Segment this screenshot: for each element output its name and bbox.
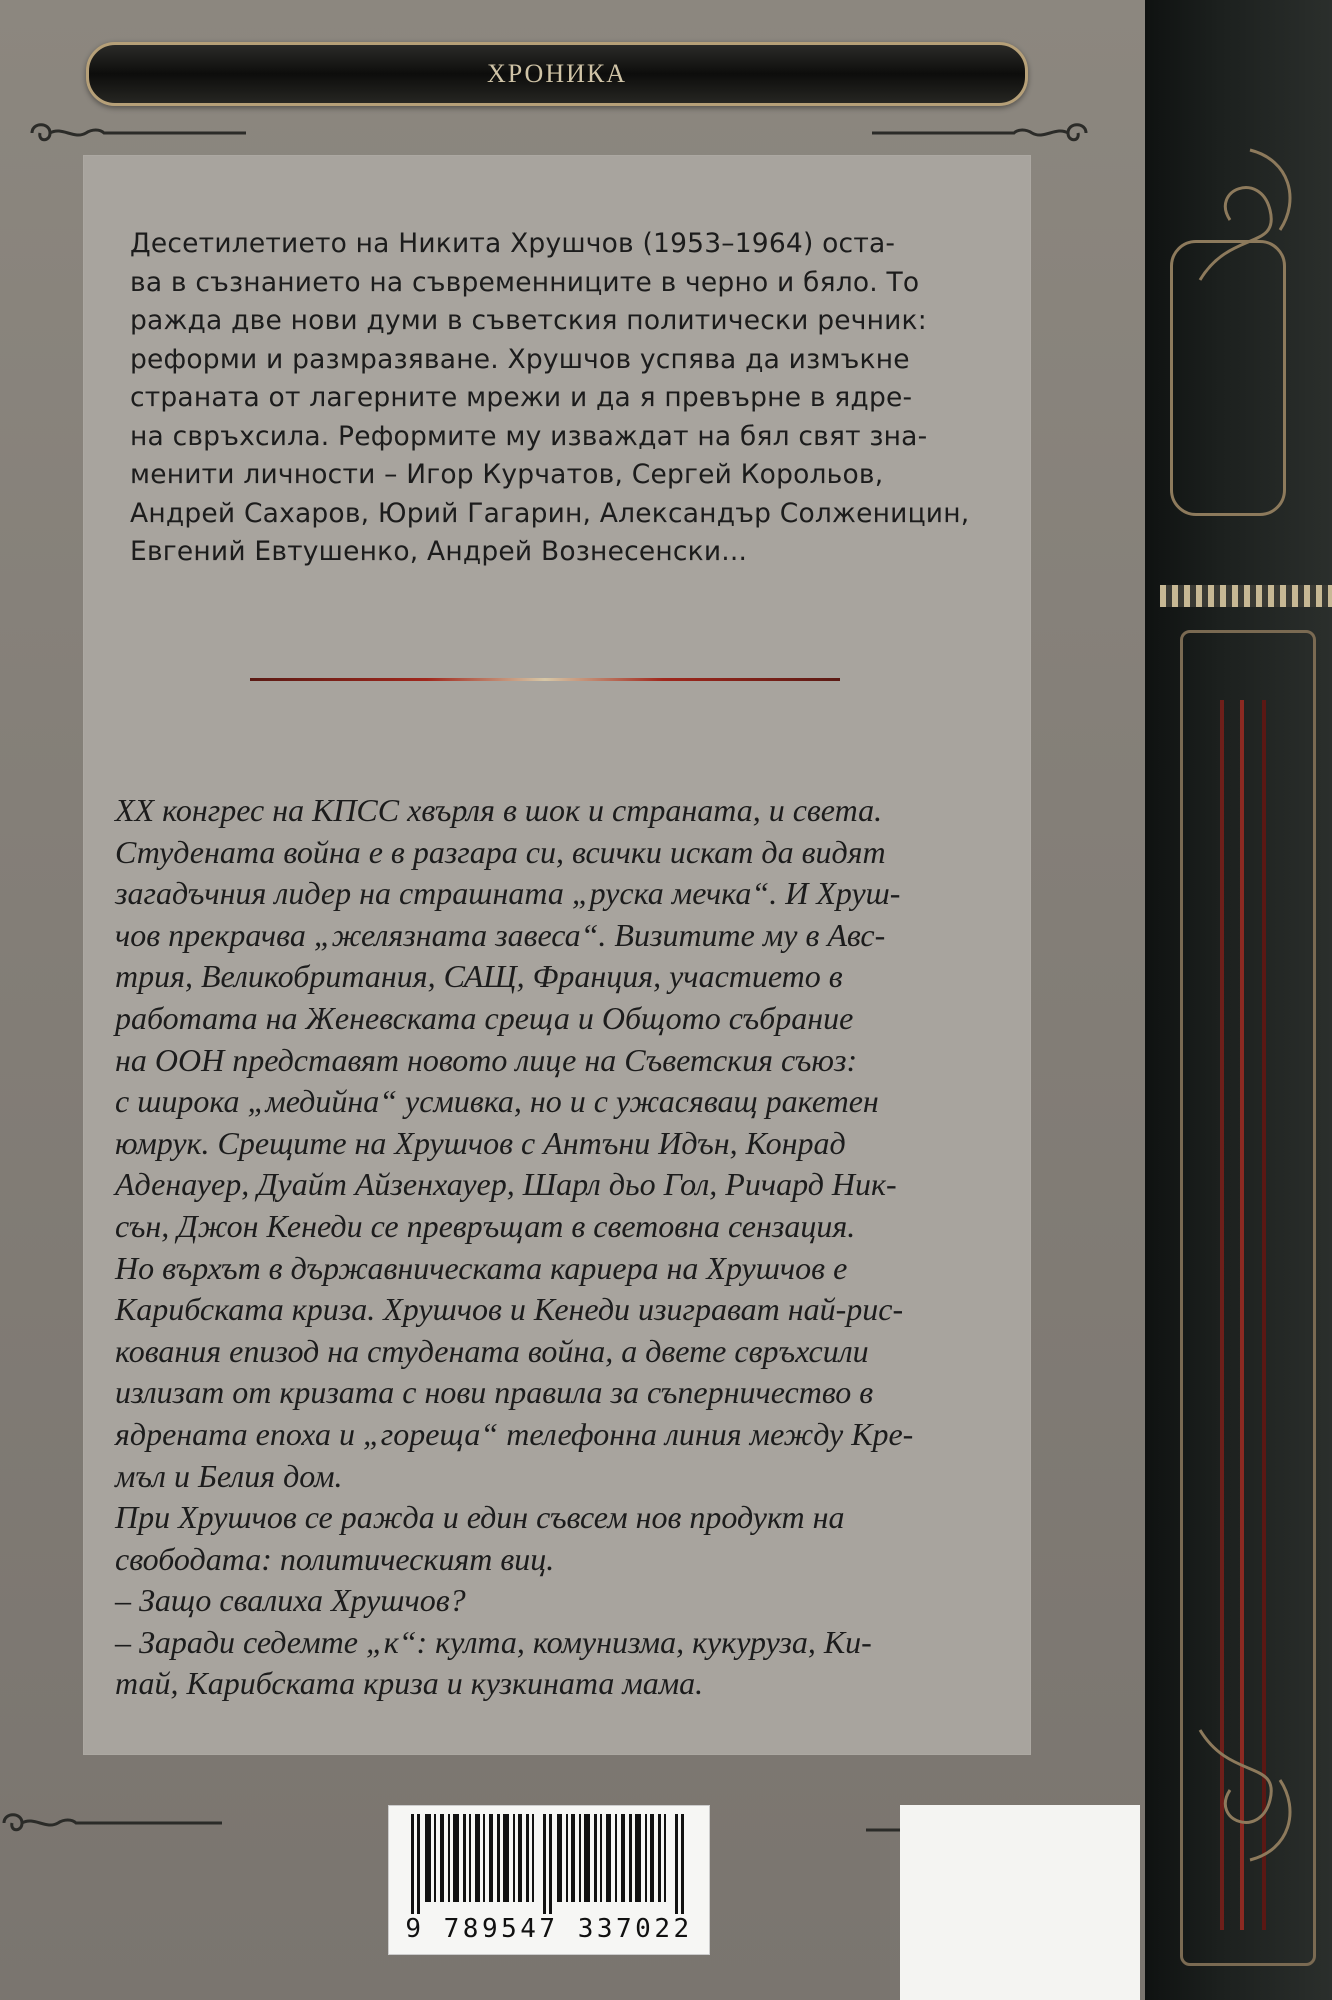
barcode-icon xyxy=(403,1814,695,1914)
swirl-ornament-icon xyxy=(1190,1720,1320,1880)
section-divider xyxy=(250,678,840,681)
swirl-ornament-icon xyxy=(1190,130,1320,290)
scroll-ornament-icon xyxy=(870,118,1090,148)
scroll-ornament-icon xyxy=(0,1808,230,1838)
series-title: ХРОНИКА xyxy=(486,59,627,88)
isbn-barcode xyxy=(388,1805,710,1955)
series-header-bar xyxy=(86,42,1028,106)
scroll-ornament-icon xyxy=(28,118,248,148)
price-sticker xyxy=(900,1805,1140,2000)
main-paragraph: ХХ конгрес на КПСС хвърля в шок и страната, и света. Студената война е в разгара си, всички искат да видят загадъчния лидер на страшната „руска мечка“. И Хруш- чов прекрачва „желязната завеса“. Визитите му в Авс- трия, Великобритания, САЩ, Франция, участието в работата на Женевската среща и Общото събрание на ООН представят новото лице на Съветския съюз: с широка „медийна“ усмивка, но и с ужасяващ ракетен юмрук. Срещите на Хрушчов с Антъни Идън, Конрад Аденауер, Дуайт Айзенхауер, Шарл дьо Гол, Ричард Ник- сън, Джон Кенеди се превръщат в световна сензация. Но върхът в държавническата кариера на Хрушчов е Карибската криза. Хрушчов и Кенеди изиграват най-рис- кования епизод на студената война, а двете свръхсили излизат от кризата с нови правила за съперничество в ядрената епоха и „гореща“ телефонна линия между Кре- мъл и Белия дом. При Хрушчов се ражда и един съвсем нов продукт на свободата: политическият виц. – Защо свалиха Хрушчов? – Заради седемте „к“: култа, комунизма, кукуруза, Ки- тай, Карибската криза и кузкината мама. xyxy=(115,792,914,1702)
intro-paragraph: Десетилетието на Никита Хрушчов (1953–1964) оста- ва в съзнанието на съвременниците в черно и бяло. То ражда две нови думи в съветския политически речник: реформи и размразяване. Хрушчов успява да измъкне страната от лагерните мрежи и да я превърне в ядре- на свръхсила. Реформите му изваждат на бял свят зна- менити личности – Игор Курчатов, Сергей Корольов, Андрей Сахаров, Юрий Гагарин, Александър Солженицин, Евгений Евтушенко, Андрей Вознесенски... xyxy=(130,228,970,567)
spine-band-ornament xyxy=(1160,585,1332,607)
isbn-number: 9 789547 337022 xyxy=(405,1914,693,1944)
